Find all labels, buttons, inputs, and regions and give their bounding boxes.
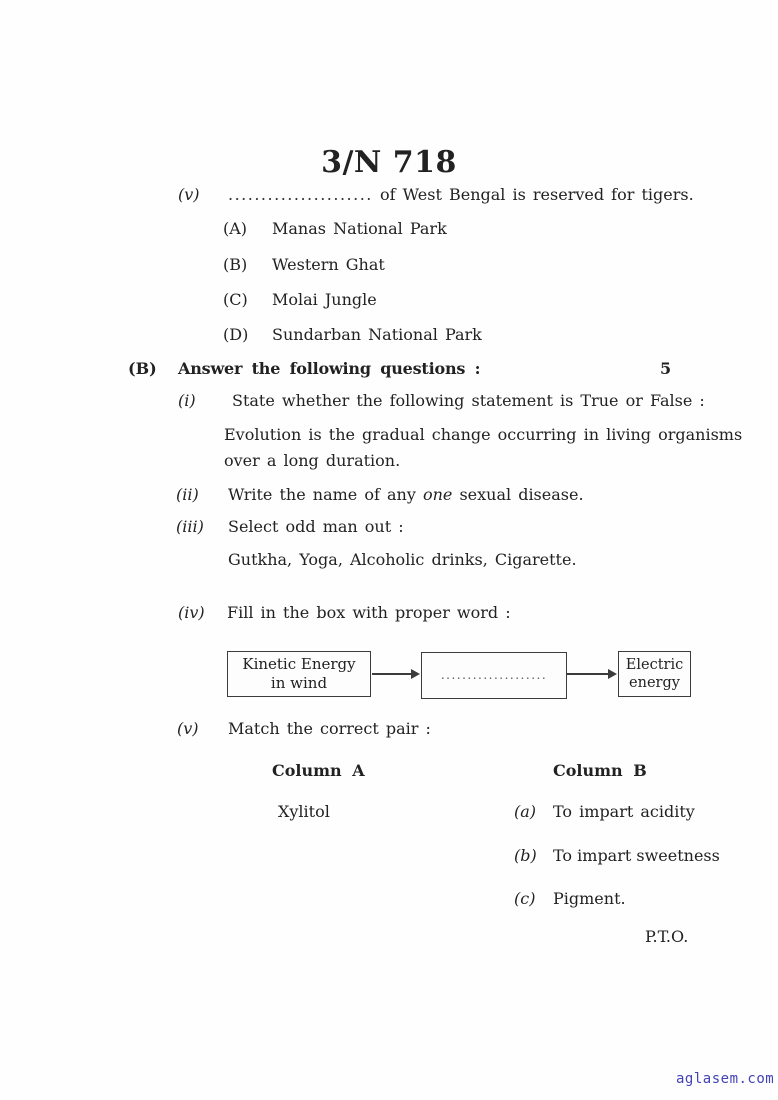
page-title: 3/N 718 (321, 145, 457, 180)
question-i-text: State whether the following statement is True or False : (232, 391, 705, 410)
flow-box-line: Kinetic Energy (242, 655, 356, 673)
section-b-marks: 5 (660, 359, 672, 378)
column-b-item-b-text: To impart sweetness (553, 846, 720, 865)
part-b-question-v-label: (v) (177, 719, 199, 738)
question-iii-text: Select odd man out : (228, 517, 404, 536)
question-iii-label: (iii) (176, 517, 204, 536)
column-b-item-a-text: To impart acidity (553, 802, 695, 821)
flow-arrow-right-icon-1 (372, 673, 412, 675)
flow-box-kinetic-energy (227, 651, 371, 697)
dotted-blank: ...................... (228, 185, 373, 204)
column-b-item-a-label: (a) (514, 802, 537, 821)
column-b-header: Column B (553, 761, 647, 780)
option-c-label: (C) (223, 290, 248, 309)
option-c-text: Molai Jungle (272, 290, 377, 309)
dotted-blank: .................... (440, 668, 548, 682)
column-a-header: Column A (272, 761, 365, 780)
flow-box-line: in wind (270, 674, 328, 692)
section-b-label: (B) (128, 359, 157, 378)
question-ii-label: (ii) (176, 485, 199, 504)
emphasized-word: one (422, 485, 453, 504)
question-iv-label: (iv) (178, 603, 205, 622)
option-b-label: (B) (223, 255, 248, 274)
option-d-text: Sundarban National Park (272, 325, 482, 344)
question-iv-text: Fill in the box with proper word : (227, 603, 511, 622)
flow-box-blank (421, 652, 567, 699)
watermark: aglasem.com (676, 1071, 775, 1087)
question-i-statement-line1: Evolution is the gradual change occurring in living organisms (224, 425, 743, 444)
column-b-item-c-label: (c) (514, 889, 536, 908)
flow-box-line: energy (629, 675, 680, 691)
option-a-label: (A) (223, 219, 248, 238)
question-text: of West Bengal is reserved for tigers. (379, 185, 694, 204)
option-a-text: Manas National Park (272, 219, 447, 238)
question-iii-items: Gutkha, Yoga, Alcoholic drinks, Cigarette. (228, 550, 577, 569)
option-d-label: (D) (223, 325, 249, 344)
question-i-statement-line2: over a long duration. (224, 451, 401, 470)
column-b-item-b-label: (b) (514, 846, 537, 865)
option-b-text: Western Ghat (272, 255, 385, 274)
flow-arrow-right-icon-2 (567, 673, 609, 675)
question-text-before: Write the name of any (228, 485, 423, 504)
part-a-question-v-text (228, 185, 694, 205)
flow-box-line: Electric (625, 657, 684, 673)
column-b-item-c-text: Pigment. (553, 889, 626, 908)
question-text-after: sexual disease. (452, 485, 584, 504)
column-a-item: Xylitol (278, 802, 330, 821)
flow-box-electric-energy (618, 651, 691, 697)
part-b-question-v-text: Match the correct pair : (228, 719, 431, 738)
pto-label: P.T.O. (645, 927, 689, 946)
part-a-question-v-label: (v) (178, 185, 200, 204)
question-ii-text (228, 485, 584, 505)
section-b-heading: Answer the following questions : (178, 359, 481, 378)
question-i-label: (i) (178, 391, 196, 410)
